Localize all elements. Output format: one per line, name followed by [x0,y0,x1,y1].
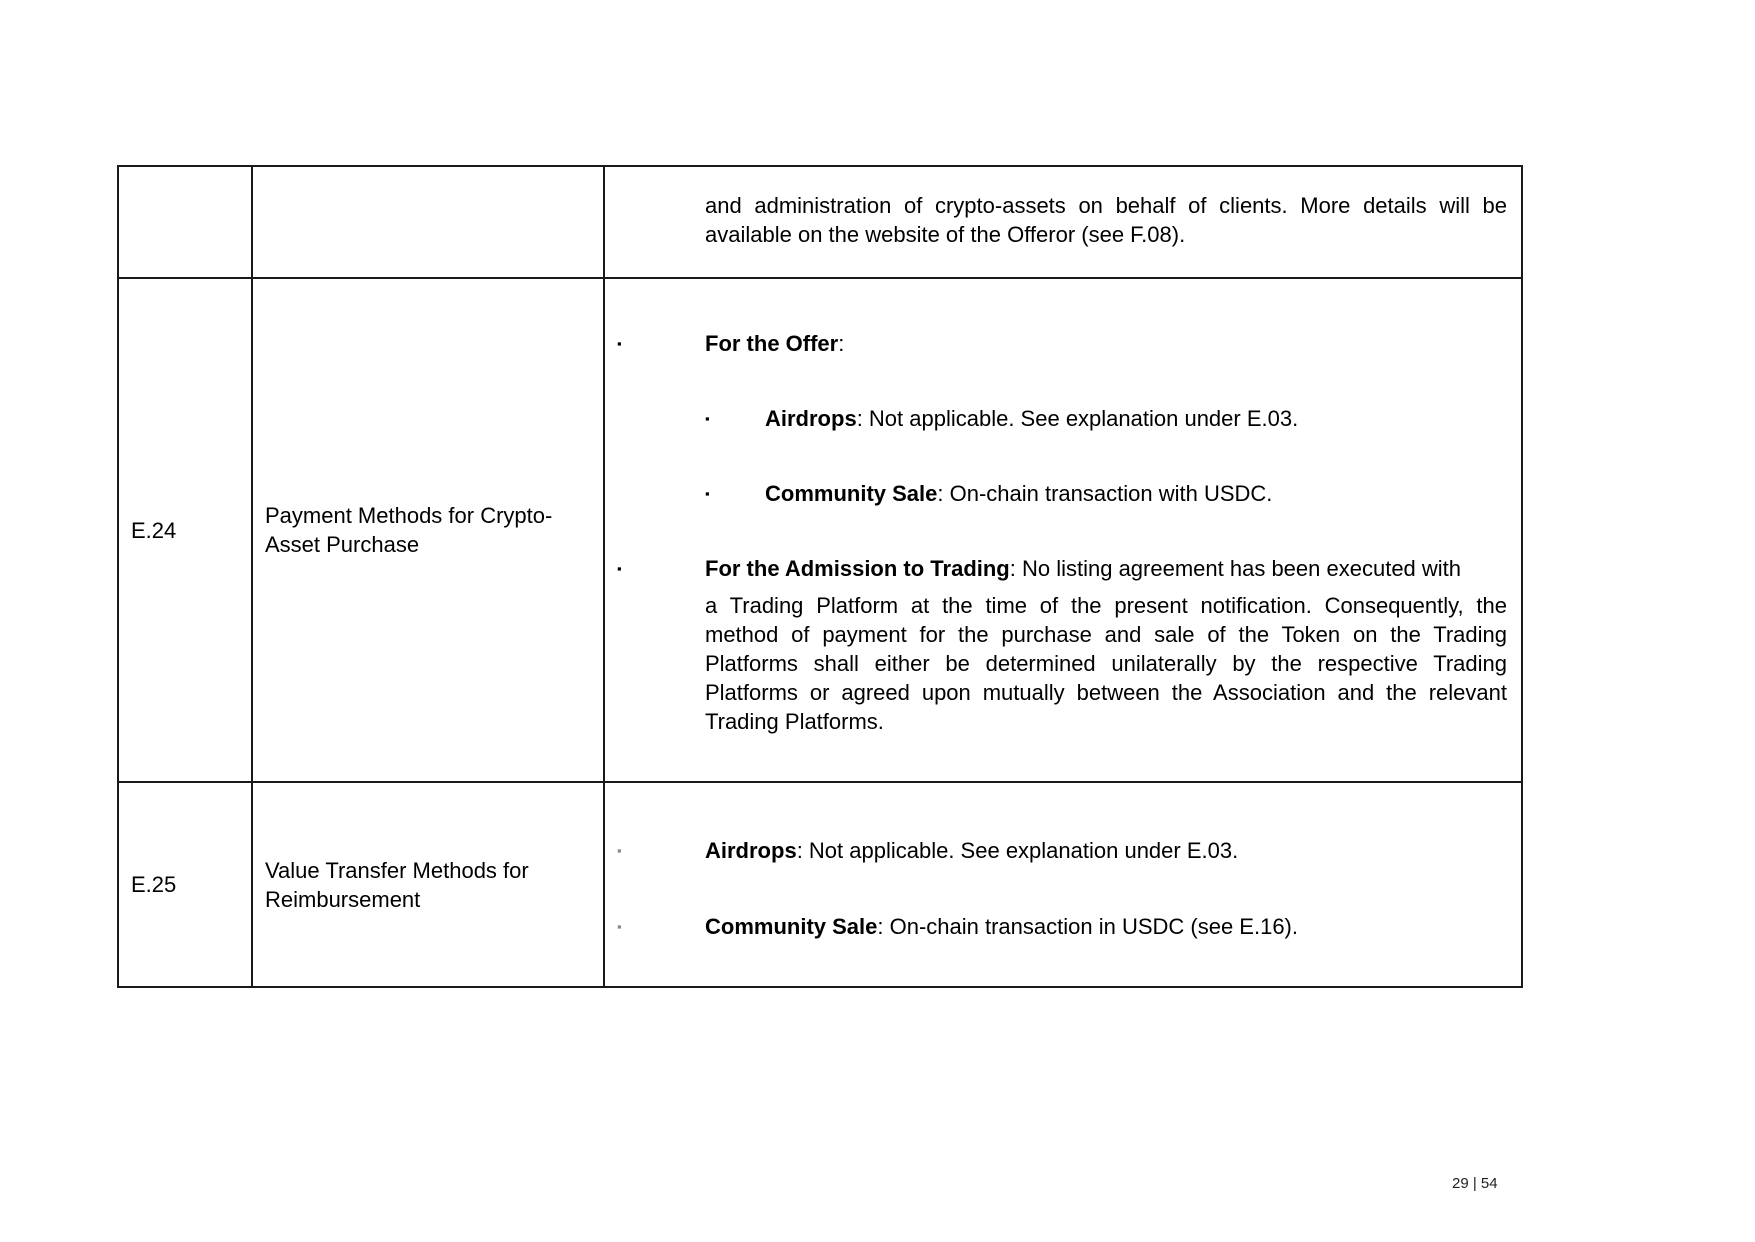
list-item [705,479,1507,508]
row-id-cell [118,782,252,987]
table-row [118,278,1522,782]
table-row [118,782,1522,987]
continuation-text: and administration of crypto-assets on behalf of clients. More details will be available on the website of the Offeror (see F.08). [705,193,1507,247]
list-item [617,554,1507,583]
row-id-cell [118,166,252,278]
row-title-cell [252,166,604,278]
airdrops-label: Airdrops [705,838,797,863]
airdrops-label: Airdrops [765,405,857,431]
airdrops-text: : Not applicable. See explanation under E.03. [796,838,1239,863]
value-transfer-content [605,828,1521,941]
row-content-cell [604,166,1522,278]
community-sale-text: : On-chain transaction with USDC. [937,480,1273,506]
table-row [118,166,1522,278]
row-id-e24: E.24 [131,517,177,543]
admission-text: : No listing agreement has been executed with [1009,555,1462,581]
admission-label: For the Admission to Trading [705,555,1010,581]
community-sale-label: Community Sale [705,914,878,939]
bullet-icon: ▪ [617,843,622,858]
row-content-cell [604,278,1522,782]
community-sale-label: Community Sale [765,480,938,506]
bullet-icon: ▪ [617,560,622,576]
bullet-icon: ▪ [705,410,710,426]
row-title-cell [252,782,604,987]
list-item [617,912,1507,941]
list-item [617,836,1507,865]
list-item [617,329,1507,358]
row-id-e25: E.25 [131,872,177,897]
community-sale-text: : On-chain transaction in USDC (see E.16). [877,914,1298,939]
airdrops-text: : Not applicable. See explanation under E.03. [856,405,1299,431]
offer-text: : [838,330,845,356]
admission-continuation: a Trading Platform at the time of the present notification. Consequently, the method of payment for the purchase and sale of the Token on the Trading Platforms shall either be determined unilaterally by the respective Trading Platforms or agreed upon mutually between the Association and the relevant Trading Platforms. [705,592,1507,734]
row-content-cell [604,782,1522,987]
bullet-icon: ▪ [705,485,710,501]
row-title-e24: Payment Methods for Crypto-Asset Purchase [265,503,553,557]
page-number: 29 | 54 [1452,1175,1498,1192]
row-title-e25: Value Transfer Methods for Reimbursement [265,857,529,912]
row-id-cell [118,278,252,782]
bullet-icon: ▪ [617,919,622,934]
list-item [705,404,1507,433]
disclosure-table [117,165,1523,988]
offer-label: For the Offer [705,330,839,356]
row-title-cell [252,278,604,782]
bullet-icon: ▪ [617,335,622,351]
payment-methods-content [605,303,1521,736]
